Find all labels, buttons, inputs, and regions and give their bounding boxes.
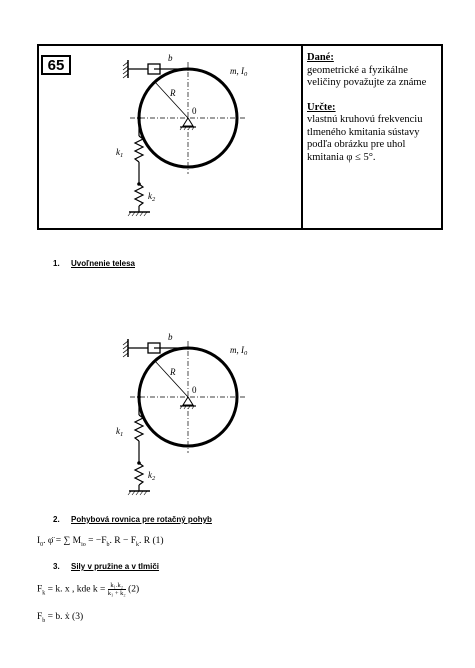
fraction-k: $\frac{\text{k₁.k₂}}{\text{k₁ + k₂}}$ [107,582,126,597]
label-k1: $k_1$ [116,147,124,159]
task-heading: Určte: [307,101,336,113]
problem-info [307,52,439,164]
given-line-2: veličiny považujte za známe [307,77,427,88]
task-line-3: podľa obrázku pre uhol [307,139,406,150]
label-center-2: 0 [192,385,197,395]
frame-divider [301,44,303,230]
mechanism-figure-top [110,52,260,224]
given-line-1: geometrické a fyzikálne [307,64,408,76]
label-mass-2: m, $I_0$ [230,345,248,357]
section-1-heading: 1. Uvoľnenie telesa [53,259,135,268]
problem-number: 65 [41,55,71,75]
given-heading: Dané: [307,52,334,63]
task-line-1: vlastnú kruhovú frekvenciu [307,114,423,125]
equation-3: $F_b = b$. ẋ (3) [37,612,84,624]
label-radius-2: R [170,367,176,377]
label-b: b [168,53,173,63]
equation-2: $F_k = k$. x , kde k = $\frac{\text{k₁.k₂}}{\text{k₁ + k₂}}$ (2) [37,582,140,597]
label-mass: m, $I_0$ [230,66,248,78]
label-k2: $k_2$ [148,191,156,203]
task-line-4: kmitania φ ≤ 5°. [307,151,376,163]
section-2-heading: 2. Pohybová rovnica pre rotačný pohyb [53,515,212,524]
label-k2-2: $k_2$ [148,470,156,482]
equation-1: $I_0$. φ̈ = ∑ $M_{io} = -F_b$. $R - F_k$. R (1) [37,536,164,548]
label-radius: R [170,88,176,98]
label-center: 0 [192,106,197,116]
section-3-heading: 3. Sily v pružine a v tlmiči [53,562,160,571]
mechanism-figure-free-body [110,331,260,503]
label-k1-2: $k_1$ [116,426,124,438]
task-line-2: tlmeného kmitania sústavy [307,126,420,138]
label-b-2: b [168,332,173,342]
